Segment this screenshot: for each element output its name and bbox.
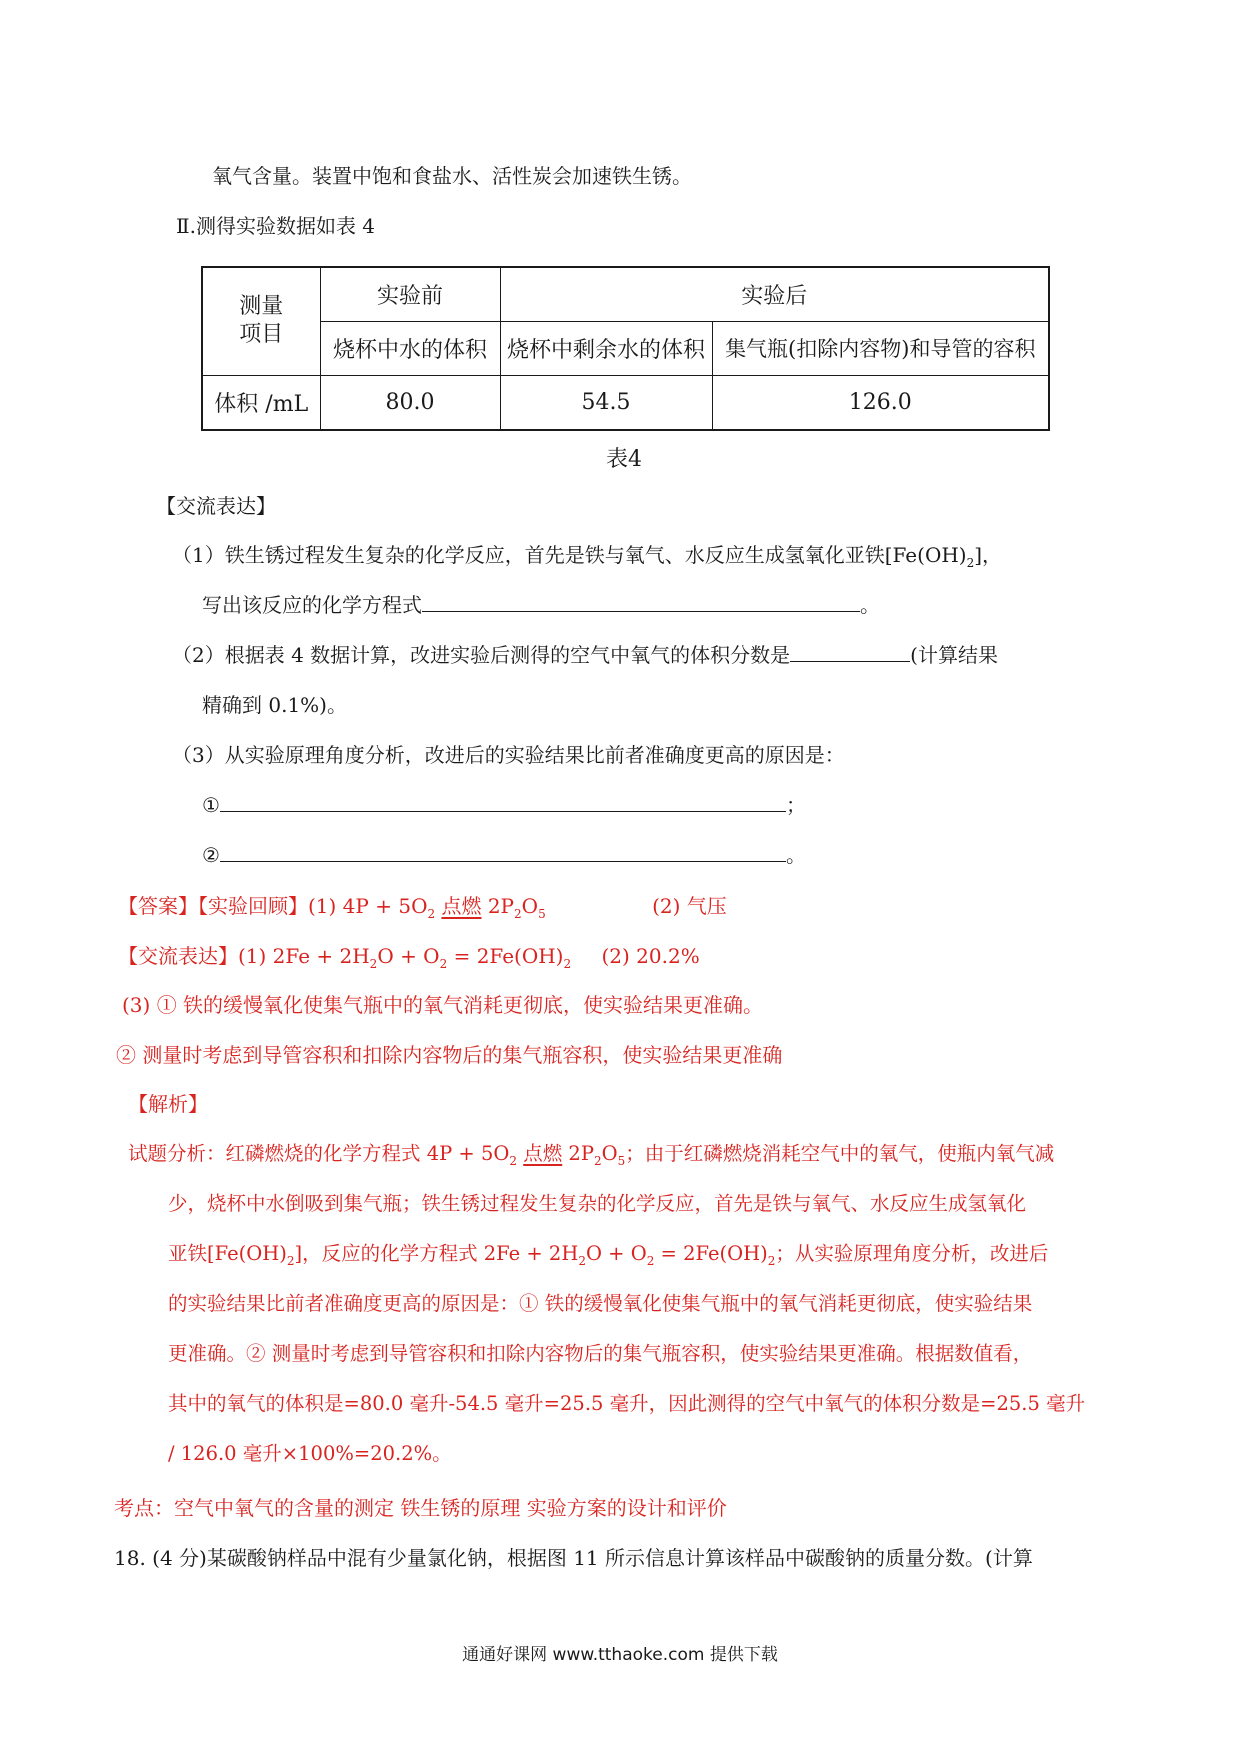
reaction-condition: 点燃 bbox=[523, 1142, 563, 1165]
answer-line: ② 测量时考虑到导管容积和扣除内容物后的集气瓶容积，使实验结果更准确 bbox=[116, 1043, 783, 1067]
answer-line: 【交流表达】(1) $2Fe + 2H_2O + O_2 = 2Fe(OH)_2$ (2) 20.2% bbox=[118, 944, 700, 971]
table-col-header: 集气瓶(扣除内容物)和导管的容积 bbox=[712, 321, 1049, 375]
question-line: （2）根据表 4 数据计算，改进实验后测得的空气中氧气的体积分数是 (计算结果 bbox=[172, 643, 998, 667]
answer-blank[interactable] bbox=[220, 841, 786, 862]
text-line: 氧气含量。装置中饱和食盐水、活性炭会加速铁生锈。 bbox=[212, 164, 692, 188]
analysis-line: 少，烧杯中水倒吸到集气瓶；铁生锈过程发生复杂的化学反应，首先是铁与氧气、水反应生成氢氧化 bbox=[168, 1192, 1027, 1215]
reaction-condition: 点燃 bbox=[441, 894, 482, 918]
question-line: ① ； bbox=[202, 793, 806, 817]
analysis-line: 更准确。② 测量时考虑到导管容积和扣除内容物后的集气瓶容积，使实验结果更准确。根据数值看， bbox=[168, 1342, 1033, 1365]
analysis-line: 试题分析：红磷燃烧的化学方程式 $4P + 5O_2$ 点燃 $2P_2O_5$；由于红磷燃烧消耗空气中的氧气，使瓶内氧气减 bbox=[128, 1142, 1055, 1168]
table-cell: 54.5 bbox=[500, 375, 712, 430]
data-table bbox=[201, 266, 1050, 431]
table-header-item: 测量 项目 bbox=[202, 267, 320, 375]
table-col-header: 烧杯中剩余水的体积 bbox=[500, 321, 712, 375]
answer-blank[interactable] bbox=[422, 591, 860, 612]
answer-line: 【答案】【实验回顾】(1) $4P + 5O_2$ 点燃 $2P_2O_5$ (2) 气压 bbox=[118, 894, 727, 921]
answer-blank[interactable] bbox=[790, 641, 910, 662]
table-row-label: 体积 /mL bbox=[202, 375, 320, 430]
question-line: 写出该反应的化学方程式 。 bbox=[202, 593, 880, 617]
answer-line: (3) ① 铁的缓慢氧化使集气瓶中的氧气消耗更彻底，使实验结果更准确。 bbox=[122, 993, 764, 1017]
question-line: ② 。 bbox=[202, 843, 806, 867]
question-line: （1）铁生锈过程发生复杂的化学反应，首先是铁与氧气、水反应生成氢氧化亚铁$[Fe(OH)_2]$， bbox=[172, 543, 1003, 570]
table-caption: 表4 bbox=[606, 447, 642, 472]
page-footer: 通通好课网 www.tthaoke.com 提供下载 bbox=[462, 1645, 778, 1665]
analysis-line: 的实验结果比前者准确度更高的原因是：① 铁的缓慢氧化使集气瓶中的氧气消耗更彻底，使实验结果 bbox=[168, 1292, 1033, 1315]
analysis-line: 其中的氧气的体积是=80.0 毫升-54.5 毫升=25.5 毫升，因此测得的空气中氧气的体积分数是=25.5 毫升 bbox=[168, 1392, 1086, 1415]
question-line: 精确到 0.1%)。 bbox=[202, 693, 347, 717]
question-line: （3）从实验原理角度分析，改进后的实验结果比前者准确度更高的原因是： bbox=[172, 743, 845, 767]
answer-blank[interactable] bbox=[220, 791, 786, 812]
table-header-after: 实验后 bbox=[500, 267, 1049, 321]
kaodian-line: 考点：空气中氧气的含量的测定 铁生锈的原理 实验方案的设计和评价 bbox=[114, 1496, 727, 1520]
table-cell: 80.0 bbox=[320, 375, 500, 430]
text-line: Ⅱ.测得实验数据如表 4 bbox=[176, 214, 376, 238]
table-cell: 126.0 bbox=[712, 375, 1049, 430]
analysis-line: / 126.0 毫升×100%=20.2%。 bbox=[168, 1442, 452, 1465]
analysis-line: 亚铁$[Fe(OH)_2]$，反应的化学方程式 $2Fe + 2H_2O + O_2 = 2Fe(OH)_2$；从实验原理角度分析，改进后 bbox=[168, 1242, 1049, 1268]
section-header: 【交流表达】 bbox=[156, 494, 276, 518]
table-header-before: 实验前 bbox=[320, 267, 500, 321]
question-18: 18. (4 分)某碳酸钠样品中混有少量氯化钠，根据图 11 所示信息计算该样品中碳酸钠的质量分数。(计算 bbox=[114, 1546, 1033, 1570]
analysis-header: 【解析】 bbox=[128, 1092, 208, 1116]
table-col-header: 烧杯中水的体积 bbox=[320, 321, 500, 375]
